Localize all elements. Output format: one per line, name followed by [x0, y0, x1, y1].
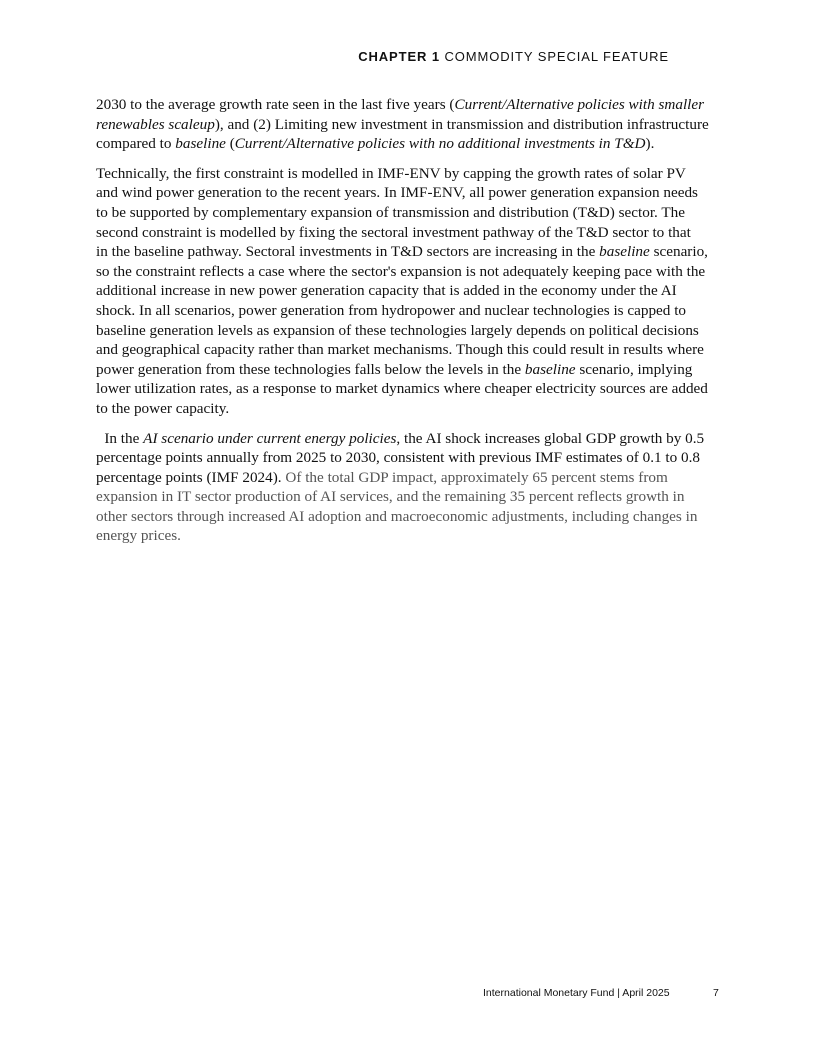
- text-segment: compared to: [96, 135, 176, 153]
- italic-text: baseline: [599, 243, 650, 261]
- text-line: [96, 399, 736, 419]
- text-segment: to be supported by complementary expansion of transmission and distribution (T&D) sector. The: [96, 203, 685, 221]
- text-line: [96, 429, 736, 449]
- paragraph: [96, 429, 736, 547]
- text-segment: ).: [645, 135, 655, 153]
- text-line: [96, 340, 736, 360]
- text-segment: second constraint is modelled by fixing the sectoral investment pathway of the T&D sector to that: [96, 223, 691, 241]
- paragraph: [96, 164, 736, 419]
- text-segment: 2030 to the average growth rate seen in the last five years (: [96, 96, 455, 113]
- text-segment: in the baseline pathway. Sectoral investments in T&D sectors are increasing in the: [96, 243, 600, 261]
- text-line: [96, 301, 736, 321]
- text-segment: scenario, implying: [575, 360, 693, 378]
- page-number: 7: [713, 987, 719, 999]
- text-segment: lower utilization rates, as a response to market dynamics where cheaper electricity sources are added: [96, 380, 708, 398]
- text-line: [96, 468, 736, 488]
- body-text: [96, 95, 736, 556]
- text-segment: , the AI shock increases global GDP growth by 0.5: [396, 429, 705, 447]
- footer-publisher: International Monetary Fund | April 2025: [483, 987, 670, 999]
- text-segment: scenario,: [649, 243, 708, 261]
- text-line: [96, 262, 736, 282]
- running-header: [358, 49, 669, 64]
- text-segment: to the power capacity.: [96, 399, 230, 417]
- text-line: [96, 507, 736, 527]
- chapter-label: CHAPTER 1: [358, 49, 440, 64]
- italic-text: renewables scaleup: [96, 115, 215, 133]
- section-label: COMMODITY SPECIAL FEATURE: [444, 49, 669, 64]
- italic-text: baseline: [524, 360, 576, 378]
- text-segment: Of the total GDP impact, approximately 65 percent stems from: [285, 468, 668, 486]
- italic-text: Current/Alternative policies with no additional investments in T&D: [234, 135, 646, 153]
- text-segment: energy prices.: [96, 527, 181, 545]
- text-segment: other sectors through increased AI adoption and macroeconomic adjustments, including changes in: [96, 507, 698, 525]
- text-segment: In the: [104, 429, 144, 447]
- text-segment: percentage points (IMF 2024).: [96, 468, 286, 486]
- text-line: [96, 321, 736, 341]
- text-segment: so the constraint reflects a case where the sector's expansion is not adequately keeping pace with the: [96, 262, 706, 280]
- text-line: [96, 183, 736, 203]
- text-segment: Technically, the first constraint is modelled in IMF-ENV by capping the growth rates of solar PV: [96, 164, 686, 182]
- text-line: [96, 448, 736, 468]
- text-line: [96, 134, 736, 154]
- text-line: [96, 487, 736, 507]
- text-line: [96, 526, 736, 546]
- text-line: [96, 164, 736, 184]
- text-segment: ), and (2) Limiting new investment in transmission and distribution infrastructure: [214, 115, 709, 133]
- text-segment: power generation from these technologies falls below the levels in the: [96, 360, 525, 378]
- text-line: [96, 203, 736, 223]
- text-segment: expansion in IT sector production of AI services, and the remaining 35 percent reflects growth in: [96, 488, 685, 506]
- text-line: [96, 281, 736, 301]
- italic-text: Current/Alternative policies with smaller: [454, 96, 705, 113]
- text-segment: baseline generation levels as expansion of these technologies largely depends on political decisions: [96, 321, 699, 339]
- text-segment: additional increase in new power generation capacity that is added in the economy under the AI: [96, 282, 677, 300]
- paragraph: [96, 95, 736, 154]
- italic-text: baseline: [175, 135, 226, 153]
- text-segment: and wind power generation to the recent years. In IMF-ENV, all power generation expansion needs: [96, 184, 698, 202]
- italic-text: AI scenario under current energy policies: [143, 429, 397, 447]
- text-line: [96, 379, 736, 399]
- text-segment: percentage points annually from 2025 to 2030, consistent with previous IMF estimates of 0.1 to 0.8: [96, 449, 701, 467]
- text-line: [96, 242, 736, 262]
- text-segment: (: [225, 135, 235, 153]
- text-line: [96, 115, 736, 135]
- text-line: [96, 95, 736, 115]
- text-line: [96, 360, 736, 380]
- text-line: [96, 223, 736, 243]
- text-segment: and geographical capacity rather than market mechanisms. Though this could result in results where: [96, 341, 704, 359]
- text-segment: shock. In all scenarios, power generation from hydropower and nuclear technologies is capped to: [96, 301, 687, 319]
